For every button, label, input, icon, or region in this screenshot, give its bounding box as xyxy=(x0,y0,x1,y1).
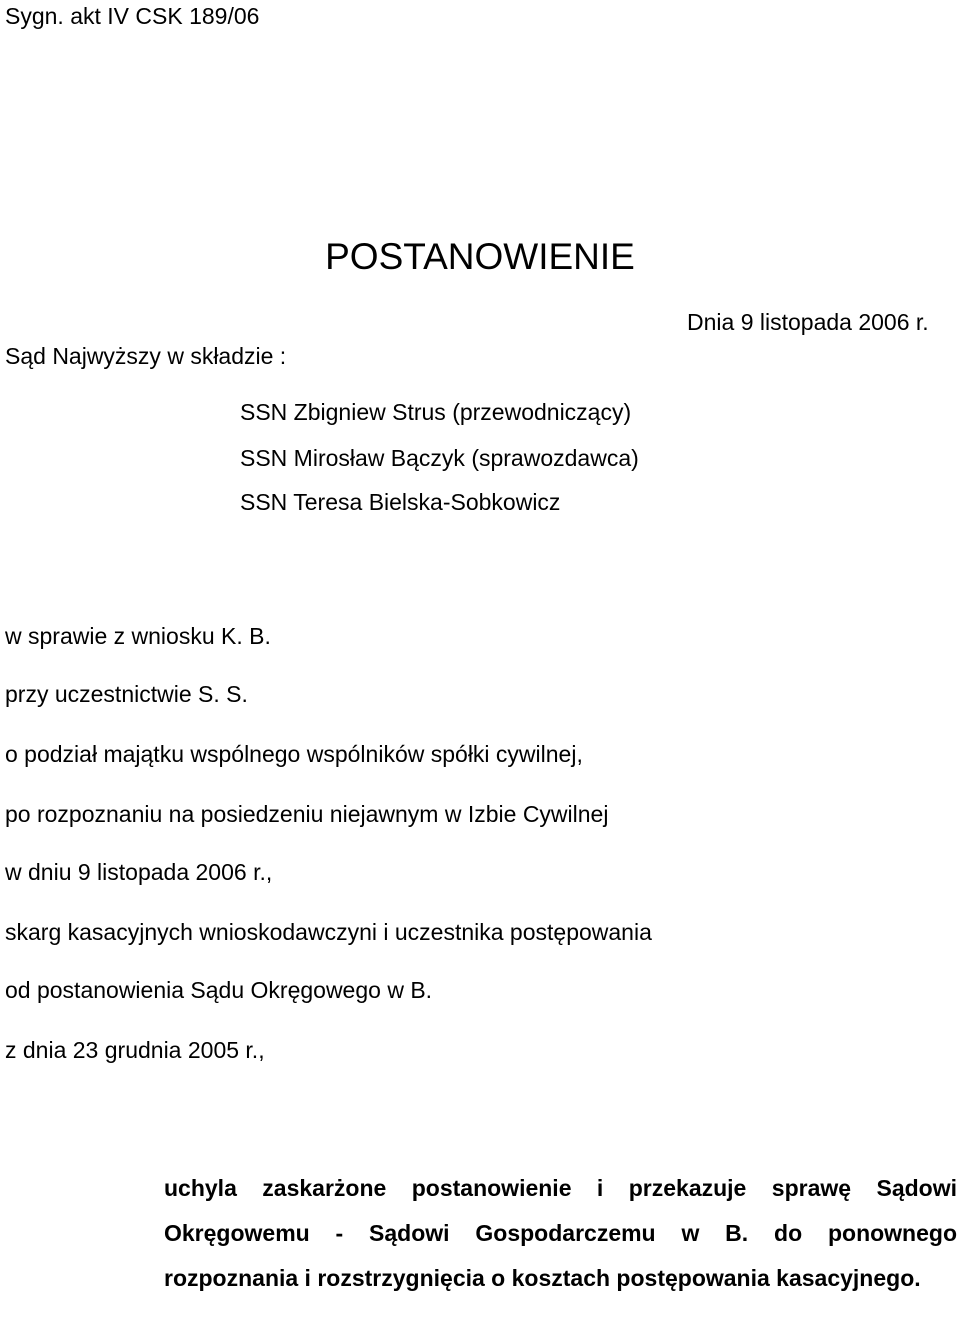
document-title: POSTANOWIENIE xyxy=(325,236,635,277)
case-detail-line: od postanowienia Sądu Okręgowego w B. xyxy=(5,977,433,1003)
case-detail-line: o podział majątku wspólnego wspólników spółki cywilnej, xyxy=(5,741,583,767)
case-detail-line: w dniu 9 listopada 2006 r., xyxy=(5,859,273,885)
judge-name: SSN Teresa Bielska-Sobkowicz xyxy=(240,489,561,515)
judge-name: SSN Mirosław Bączyk (sprawozdawca) xyxy=(240,445,639,471)
case-detail-line: po rozpoznaniu na posiedzeniu niejawnym w Izbie Cywilnej xyxy=(5,801,609,827)
ruling-text: uchyla zaskarżone postanowienie i przekazuje sprawę Sądowi Okręgowemu - Sądowi Gospodarczemu w B. do ponownego rozpoznania i rozstrzygnięcia o kosztach postępowania kasacyjnego. xyxy=(164,1175,957,1291)
court-composition-label: Sąd Najwyższy w składzie : xyxy=(5,343,287,369)
case-detail-line: z dnia 23 grudnia 2005 r., xyxy=(5,1037,265,1063)
case-detail-line: skarg kasacyjnych wnioskodawczyni i uczestnika postępowania xyxy=(5,919,652,945)
case-signature: Sygn. akt IV CSK 189/06 xyxy=(5,3,260,29)
judge-name: SSN Zbigniew Strus (przewodniczący) xyxy=(240,399,632,425)
ruling-text-block xyxy=(164,1166,957,1301)
case-detail-line: w sprawie z wniosku K. B. xyxy=(5,623,271,649)
ruling-date: Dnia 9 listopada 2006 r. xyxy=(687,309,929,335)
case-detail-line: przy uczestnictwie S. S. xyxy=(5,681,248,707)
